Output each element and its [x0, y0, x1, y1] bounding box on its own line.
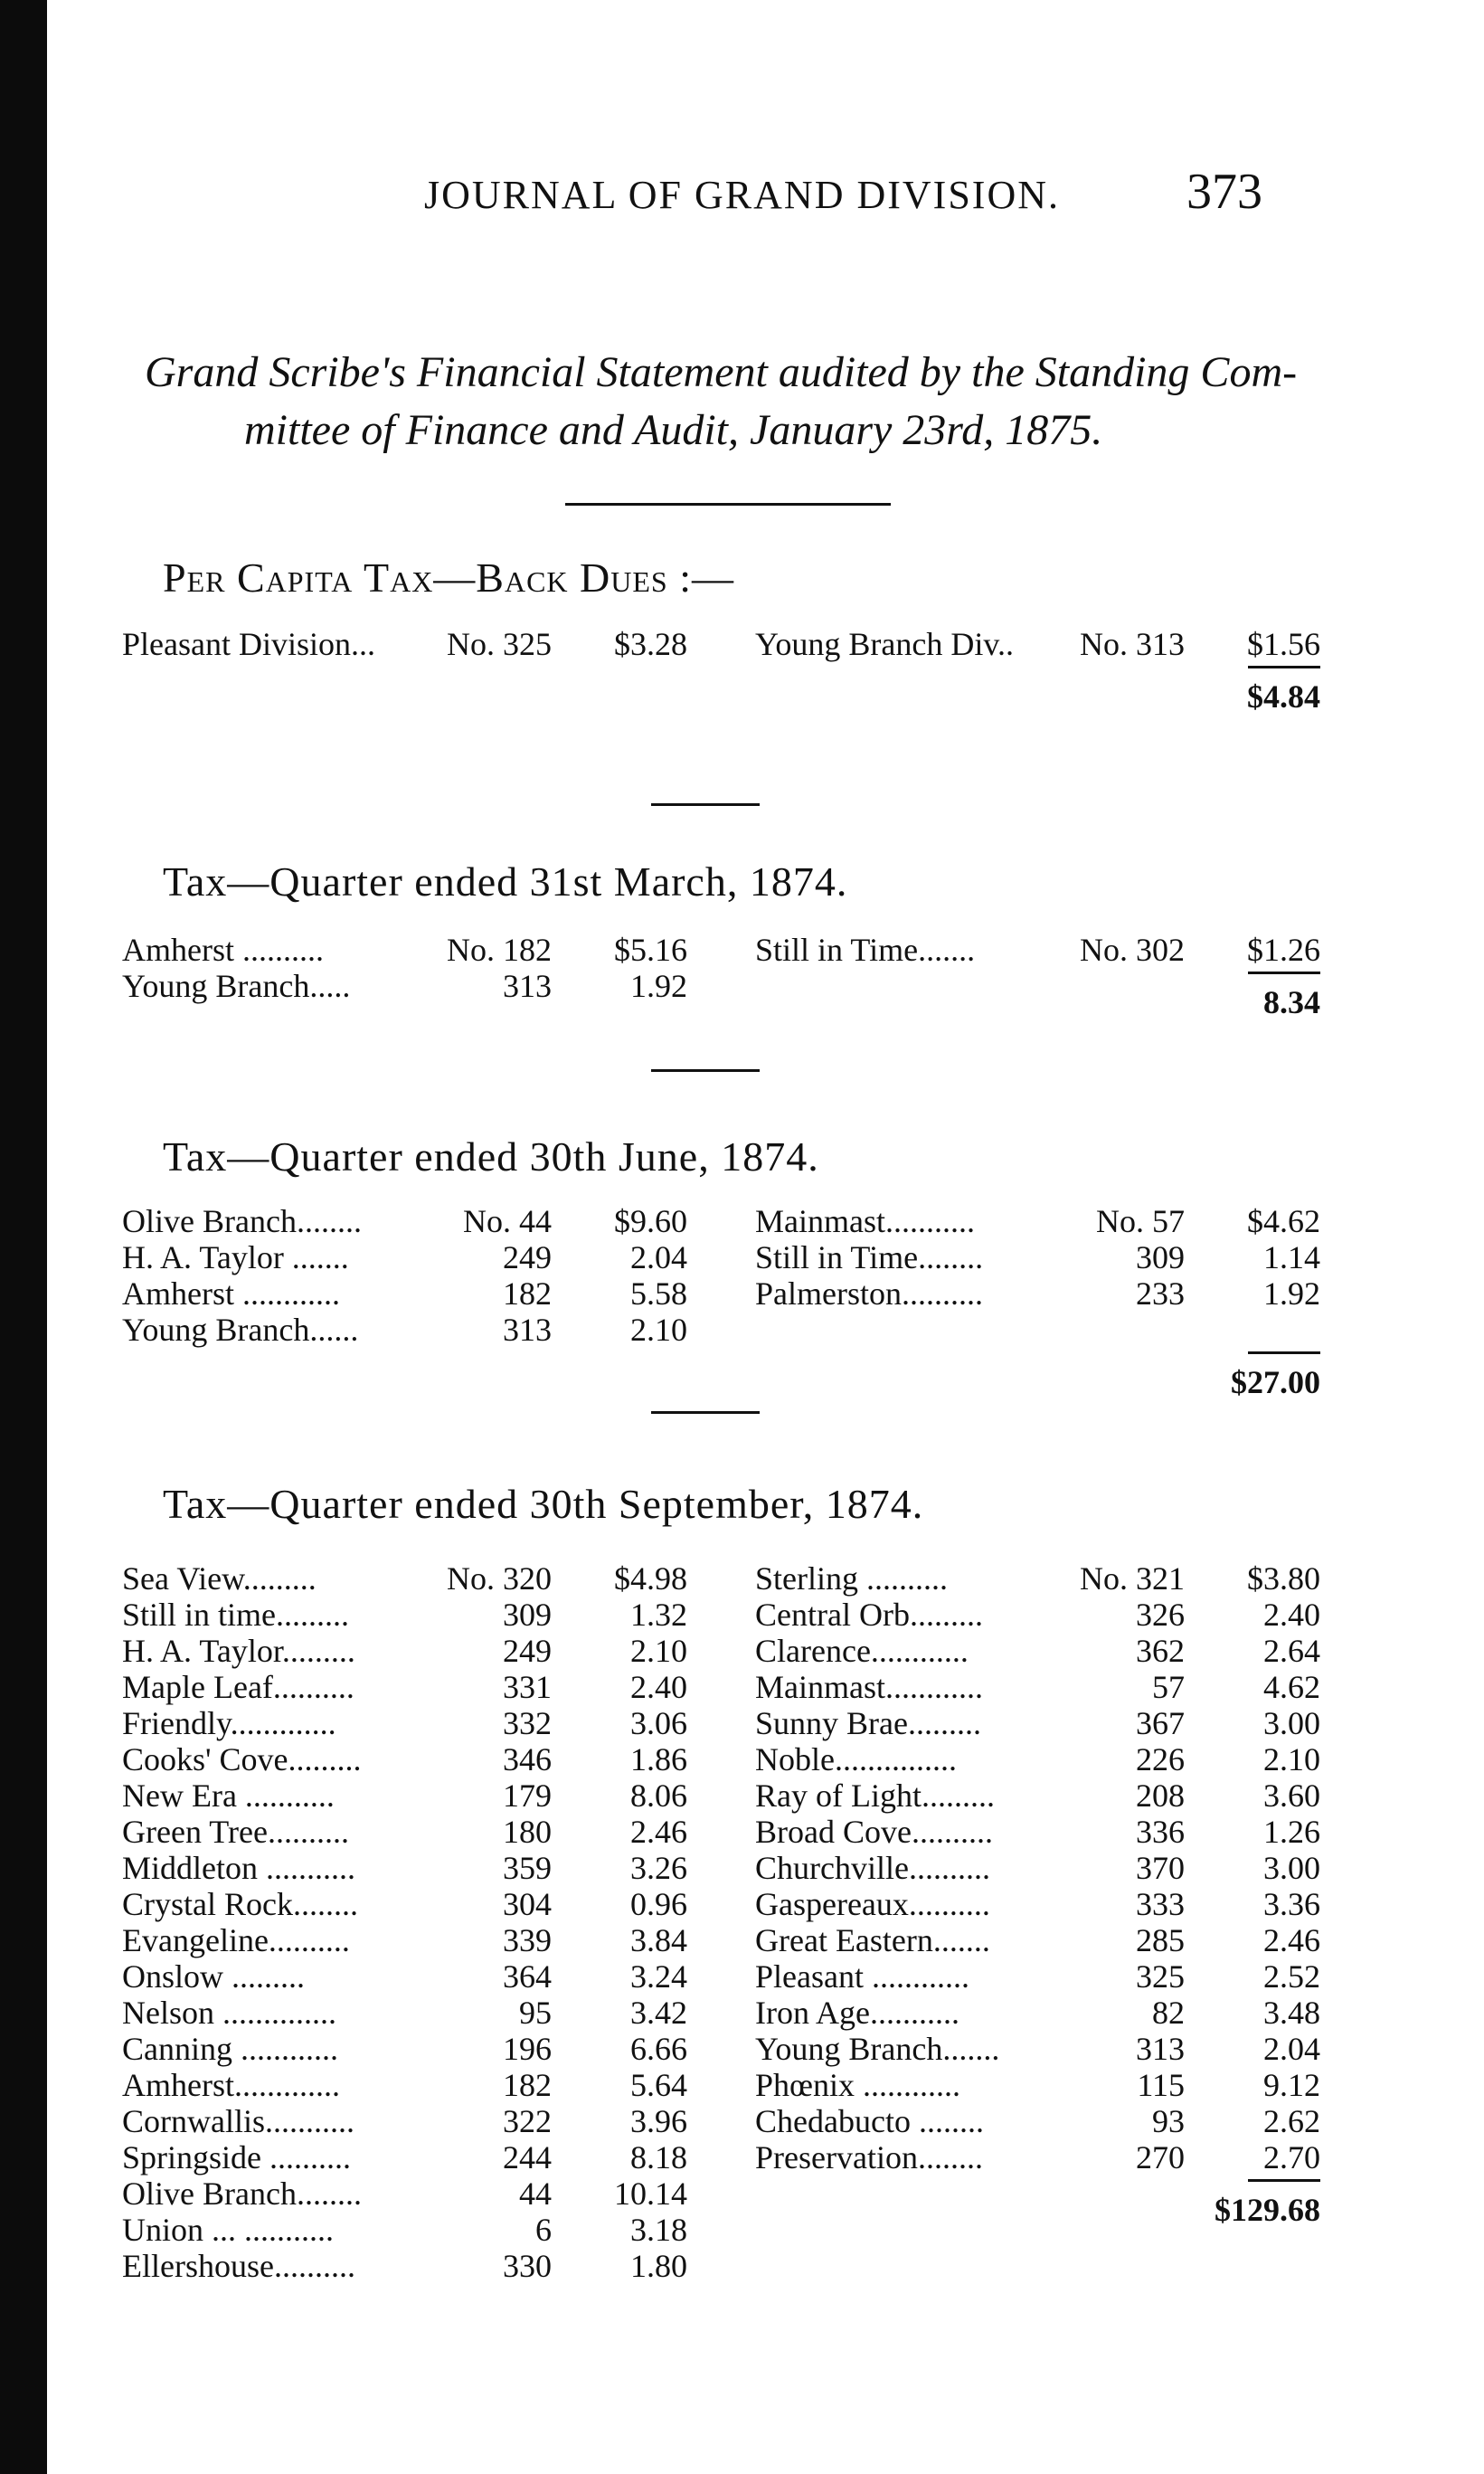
tax-amount: $9.60	[614, 1203, 687, 1239]
running-title: JOURNAL OF GRAND DIVISION.	[423, 173, 1061, 217]
division-number: 179	[503, 1777, 552, 1814]
tax-amount: 2.10	[630, 1312, 687, 1348]
tax-amount: 3.18	[630, 2212, 687, 2248]
division-name: Friendly.............	[122, 1705, 336, 1741]
ledger-row	[122, 1995, 687, 2031]
ledger-row	[122, 2175, 687, 2212]
divider-rule	[651, 803, 760, 806]
tax-amount: 2.46	[630, 1814, 687, 1850]
ledger-row	[122, 2103, 687, 2139]
division-name: Churchville..........	[755, 1850, 990, 1886]
division-name: Phœnix ............	[755, 2067, 961, 2103]
ledger-row	[755, 1922, 1320, 1958]
tax-amount: 3.42	[630, 1995, 687, 2031]
division-number: No. 313	[1080, 626, 1185, 662]
division-name: Young Branch Div..	[755, 626, 1015, 662]
tax-amount: 10.14	[614, 2175, 687, 2212]
division-number: 367	[1136, 1705, 1185, 1741]
ledger-row	[122, 968, 687, 1004]
tax-amount: 2.10	[630, 1633, 687, 1669]
division-name: Canning ............	[122, 2031, 338, 2067]
division-number: 182	[503, 1275, 552, 1312]
total-rule	[1248, 1351, 1320, 1354]
division-number: No. 57	[1096, 1203, 1185, 1239]
division-number: 285	[1136, 1922, 1185, 1958]
division-name: Gaspereaux..........	[755, 1886, 990, 1922]
division-number: 313	[503, 1312, 552, 1348]
division-name: Amherst ............	[122, 1275, 340, 1312]
tax-amount: 9.12	[1263, 2067, 1320, 2103]
ledger-row	[755, 1814, 1320, 1850]
page-header	[90, 163, 1394, 220]
division-name: Young Branch.....	[122, 968, 351, 1004]
division-number: No. 44	[463, 1203, 552, 1239]
tax-amount: $4.98	[614, 1560, 687, 1597]
tax-amount: 3.96	[630, 2103, 687, 2139]
ledger-row	[122, 1886, 687, 1922]
tax-amount: 1.26	[1263, 1814, 1320, 1850]
tax-amount: $1.26	[1247, 932, 1320, 968]
ledger-row	[122, 1705, 687, 1741]
division-name: Clarence............	[755, 1633, 969, 1669]
division-number: 82	[1152, 1995, 1185, 2031]
division-number: 244	[503, 2139, 552, 2175]
total-rule	[1248, 2179, 1320, 2182]
division-number: 44	[519, 2175, 552, 2212]
tax-amount: 1.86	[630, 1741, 687, 1777]
division-name: Mainmast...........	[755, 1203, 975, 1239]
division-number: 313	[503, 968, 552, 1004]
tax-amount: 8.06	[630, 1777, 687, 1814]
tax-amount: 4.62	[1263, 1669, 1320, 1705]
division-number: 346	[503, 1741, 552, 1777]
division-number: 331	[503, 1669, 552, 1705]
tax-amount: 2.62	[1263, 2103, 1320, 2139]
ledger-row	[755, 1886, 1320, 1922]
tax-amount: 2.40	[630, 1669, 687, 1705]
ledger-row	[122, 1312, 687, 1348]
tax-amount: 0.96	[630, 1886, 687, 1922]
heading-line-1: Grand Scribe's Financial Statement audited by the Standing Com-	[145, 348, 1298, 396]
division-name: Onslow .........	[122, 1958, 306, 1995]
division-name: Amherst ..........	[122, 932, 324, 968]
division-number: 270	[1136, 2139, 1185, 2175]
division-number: 333	[1136, 1886, 1185, 1922]
division-number: 6	[535, 2212, 552, 2248]
tax-amount: $3.80	[1247, 1560, 1320, 1597]
division-number: 196	[503, 2031, 552, 2067]
ledger-row	[755, 2103, 1320, 2139]
tax-amount: $3.28	[614, 626, 687, 662]
ledger-row	[755, 626, 1320, 662]
divider-rule	[565, 503, 891, 506]
ledger-row	[122, 2139, 687, 2175]
ledger-row	[122, 2248, 687, 2284]
tax-amount: 3.84	[630, 1922, 687, 1958]
ledger-row	[122, 932, 687, 968]
division-number: 332	[503, 1705, 552, 1741]
division-name: Cornwallis...........	[122, 2103, 354, 2139]
ledger-row	[122, 1275, 687, 1312]
march-title: Tax—Quarter ended 31st March, 1874.	[163, 858, 848, 905]
division-number: 359	[503, 1850, 552, 1886]
division-number: 304	[503, 1886, 552, 1922]
division-number: 325	[1136, 1958, 1185, 1995]
division-name: Noble...............	[755, 1741, 957, 1777]
total-rule	[1248, 972, 1320, 974]
division-number: 182	[503, 2067, 552, 2103]
tax-amount: 3.36	[1263, 1886, 1320, 1922]
division-name: Ellershouse..........	[122, 2248, 355, 2284]
ledger-row	[122, 1958, 687, 1995]
tax-amount: 3.60	[1263, 1777, 1320, 1814]
division-number: 208	[1136, 1777, 1185, 1814]
division-name: Evangeline..........	[122, 1922, 350, 1958]
ledger-row	[755, 1560, 1320, 1597]
division-name: Olive Branch........	[122, 2175, 362, 2212]
division-name: Iron Age...........	[755, 1995, 959, 2031]
section-total: $27.00	[1231, 1364, 1320, 1400]
tax-amount: 1.14	[1263, 1239, 1320, 1275]
heading-line-2: mittee of Finance and Audit, January 23rd, 1875.	[244, 406, 1103, 454]
section-total: $129.68	[1215, 2192, 1320, 2228]
tax-amount: 3.24	[630, 1958, 687, 1995]
tax-amount: 3.26	[630, 1850, 687, 1886]
division-name: Maple Leaf..........	[122, 1669, 354, 1705]
ledger-row	[755, 2139, 1320, 2175]
section-total: $4.84	[1247, 678, 1320, 715]
tax-amount: 1.80	[630, 2248, 687, 2284]
ledger-row	[122, 1922, 687, 1958]
division-name: Ray of Light.........	[755, 1777, 995, 1814]
ledger-row	[122, 1239, 687, 1275]
division-number: No. 321	[1080, 1560, 1185, 1597]
ledger-row	[122, 1203, 687, 1239]
ledger-row	[755, 1741, 1320, 1777]
division-name: Pleasant Division...	[122, 626, 375, 662]
division-number: 249	[503, 1633, 552, 1669]
division-number: 93	[1152, 2103, 1185, 2139]
september-title: Tax—Quarter ended 30th September, 1874.	[163, 1481, 924, 1527]
division-name: Green Tree..........	[122, 1814, 349, 1850]
ledger-row	[755, 1203, 1320, 1239]
division-name: Sea View.........	[122, 1560, 317, 1597]
division-name: Broad Cove..........	[755, 1814, 993, 1850]
june-title: Tax—Quarter ended 30th June, 1874.	[163, 1133, 819, 1180]
division-name: Young Branch......	[122, 1312, 359, 1348]
division-name: Still in Time........	[755, 1239, 984, 1275]
division-name: Still in Time.......	[755, 932, 976, 968]
ledger-row	[122, 2067, 687, 2103]
division-number: 330	[503, 2248, 552, 2284]
tax-amount: 2.46	[1263, 1922, 1320, 1958]
division-number: 339	[503, 1922, 552, 1958]
division-name: Pleasant ............	[755, 1958, 969, 1995]
ledger-row	[755, 1777, 1320, 1814]
division-name: Chedabucto ........	[755, 2103, 984, 2139]
tax-amount: 3.00	[1263, 1705, 1320, 1741]
divider-rule	[651, 1069, 760, 1072]
ledger-row	[122, 1850, 687, 1886]
division-name: Union ... ...........	[122, 2212, 334, 2248]
tax-amount: $1.56	[1247, 626, 1320, 662]
division-number: 115	[1137, 2067, 1185, 2103]
division-name: New Era ...........	[122, 1777, 335, 1814]
tax-amount: 2.04	[630, 1239, 687, 1275]
ledger-row	[755, 1705, 1320, 1741]
statement-heading	[145, 344, 1320, 460]
ledger-row	[122, 2212, 687, 2248]
division-number: No. 325	[447, 626, 552, 662]
total-rule	[1248, 666, 1320, 668]
division-name: Palmerston..........	[755, 1275, 983, 1312]
division-name: H. A. Taylor.........	[122, 1633, 355, 1669]
division-name: Central Orb.........	[755, 1597, 983, 1633]
division-name: Mainmast............	[755, 1669, 983, 1705]
ledger-row	[755, 1275, 1320, 1312]
division-number: 95	[519, 1995, 552, 2031]
tax-amount: $5.16	[614, 932, 687, 968]
tax-amount: 2.64	[1263, 1633, 1320, 1669]
division-number: No. 320	[447, 1560, 552, 1597]
ledger-row	[755, 932, 1320, 968]
tax-amount: 6.66	[630, 2031, 687, 2067]
division-number: 364	[503, 1958, 552, 1995]
tax-amount: 1.92	[630, 968, 687, 1004]
division-number: 226	[1136, 1741, 1185, 1777]
division-number: No. 182	[447, 932, 552, 968]
ledger-row	[755, 2031, 1320, 2067]
tax-amount: 8.18	[630, 2139, 687, 2175]
division-name: H. A. Taylor .......	[122, 1239, 349, 1275]
ledger-row	[122, 1814, 687, 1850]
ledger-row	[122, 2031, 687, 2067]
division-number: No. 302	[1080, 932, 1185, 968]
division-name: Preservation........	[755, 2139, 983, 2175]
tax-amount: 2.52	[1263, 1958, 1320, 1995]
tax-amount: 3.06	[630, 1705, 687, 1741]
ledger-row	[755, 1633, 1320, 1669]
ledger-row	[122, 1560, 687, 1597]
tax-amount: 5.58	[630, 1275, 687, 1312]
division-name: Springside ..........	[122, 2139, 352, 2175]
ledger-row	[755, 1995, 1320, 2031]
division-number: 249	[503, 1239, 552, 1275]
divider-rule	[651, 1411, 760, 1414]
division-number: 336	[1136, 1814, 1185, 1850]
division-name: Middleton ...........	[122, 1850, 355, 1886]
division-name: Young Branch.......	[755, 2031, 1000, 2067]
tax-amount: 1.92	[1263, 1275, 1320, 1312]
division-number: 309	[503, 1597, 552, 1633]
division-number: 233	[1136, 1275, 1185, 1312]
division-name: Nelson ..............	[122, 1995, 336, 2031]
division-name: Cooks' Cove.........	[122, 1741, 362, 1777]
ledger-row	[755, 2067, 1320, 2103]
ledger-row	[122, 1597, 687, 1633]
ledger-row	[755, 1669, 1320, 1705]
division-number: 309	[1136, 1239, 1185, 1275]
ledger-row	[122, 1777, 687, 1814]
ledger-row	[755, 1958, 1320, 1995]
tax-amount: 3.48	[1263, 1995, 1320, 2031]
ledger-row	[755, 1850, 1320, 1886]
division-number: 57	[1152, 1669, 1185, 1705]
tax-amount: 2.04	[1263, 2031, 1320, 2067]
tax-amount: 2.40	[1263, 1597, 1320, 1633]
ledger-row	[122, 1669, 687, 1705]
division-number: 326	[1136, 1597, 1185, 1633]
ledger-row	[755, 1597, 1320, 1633]
division-number: 370	[1136, 1850, 1185, 1886]
ledger-row	[122, 1741, 687, 1777]
division-name: Amherst.............	[122, 2067, 340, 2103]
tax-amount: 2.70	[1263, 2139, 1320, 2175]
page-number: 373	[1186, 164, 1262, 220]
division-number: 180	[503, 1814, 552, 1850]
ledger-row	[122, 626, 687, 662]
division-number: 362	[1136, 1633, 1185, 1669]
division-name: Great Eastern.......	[755, 1922, 990, 1958]
division-name: Sterling ..........	[755, 1560, 948, 1597]
tax-amount: 5.64	[630, 2067, 687, 2103]
ledger-row	[755, 1239, 1320, 1275]
per-capita-title: Per Capita Tax—Back Dues :—	[163, 555, 734, 601]
tax-amount: 2.10	[1263, 1741, 1320, 1777]
division-name: Sunny Brae.........	[755, 1705, 981, 1741]
book-binding-edge	[0, 0, 47, 2474]
division-number: 313	[1136, 2031, 1185, 2067]
tax-amount: 3.00	[1263, 1850, 1320, 1886]
ledger-row	[122, 1633, 687, 1669]
section-total: 8.34	[1263, 984, 1320, 1020]
division-number: 322	[503, 2103, 552, 2139]
division-name: Olive Branch........	[122, 1203, 362, 1239]
division-name: Still in time.........	[122, 1597, 350, 1633]
tax-amount: 1.32	[630, 1597, 687, 1633]
division-name: Crystal Rock........	[122, 1886, 358, 1922]
tax-amount: $4.62	[1247, 1203, 1320, 1239]
